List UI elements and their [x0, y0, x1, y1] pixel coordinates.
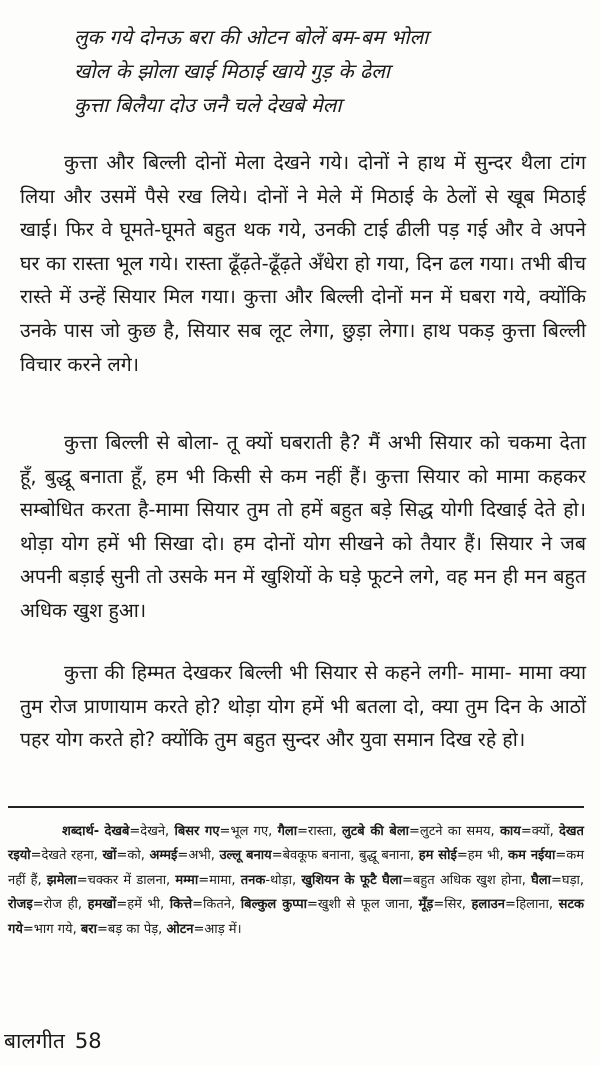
glossary-meaning: =देखने,: [129, 824, 170, 839]
poem-stanza: [74, 20, 574, 122]
glossary-term: हमखों: [87, 897, 117, 913]
glossary-meaning: -थोड़ा,: [265, 872, 297, 888]
glossary-term: काय: [499, 824, 521, 839]
section-divider: [8, 806, 584, 808]
glossary-meaning: =सिर,: [433, 897, 466, 913]
glossary-meaning: =अभी,: [177, 848, 215, 864]
glossary-term: लुटबे की बेला: [341, 824, 410, 839]
glossary-term: मूँड़: [418, 897, 434, 913]
glossary-meaning: =भाग गये,: [22, 921, 77, 937]
glossary: [8, 820, 584, 942]
glossary-term: कम नईया: [508, 848, 556, 864]
glossary-meaning: =हिलाना,: [504, 897, 554, 913]
poem-line-1: लुक गये दोनऊ बरा की ओटन बोलें बम-बम भोला: [74, 25, 429, 49]
glossary-term: हम सोई: [418, 848, 457, 864]
paragraph-text: कुत्ता और बिल्ली दोनों मेला देखने गये। दोनों ने हाथ में सुन्दर थैला टांग लिया और उसमें पैसे रख लिये। दोनों ने मेले में मिठाई के ठेलों से खूब मिठाई खाई। फिर वे घूमते-घूमते बहुत थक गये, उनकी टाई ढीली पड़ गई और वे अपने घर का रास्ता भूल गये। रास्ता ढूँढ़ते-ढूँढ़ते अँधेरा हो गया, दिन ढल गया। तभी बीच रास्ते में उन्हें सियार मिल गया। कुत्ता और बिल्ली दोनों मन में घबरा गये, क्योंकि उनके पास जो कुछ है, सियार सब लूट लेगा, छुड़ा लेगा। हाथ पकड़ कुत्ता बिल्ली विचार करने लगे।: [20, 151, 586, 376]
glossary-meaning: =खुशी से फूल जाना,: [307, 897, 414, 913]
glossary-term: देखत रइयो: [8, 824, 584, 864]
glossary-term: झमेला: [46, 872, 77, 888]
glossary-term: गैला: [277, 824, 298, 839]
glossary-term: उल्लू बनाय: [219, 848, 272, 864]
glossary-meaning: =बहुत अधिक खुश होना,: [402, 872, 526, 888]
book-title: बालगीत: [4, 1029, 65, 1053]
glossary-term: कित्ते: [169, 897, 193, 913]
glossary-term: सटक गये: [8, 897, 584, 937]
glossary-meaning: =क्यों,: [520, 824, 554, 839]
poem-line-3: कुत्ता बिलैया दोउ जनै चले देखबे मेला: [74, 93, 342, 117]
poem-line-2: खोल के झोला खाई मिठाई खाये गुड़ के ढेला: [74, 59, 390, 83]
glossary-term: अम्मई: [149, 848, 178, 864]
glossary-meaning: =मामा,: [198, 872, 236, 888]
paragraph-text: कुत्ता बिल्ली से बोला- तू क्यों घबराती है? मैं अभी सियार को चकमा देता हूँ, बुद्धू बनाता हूँ, हम भी किसी से कम नहीं हैं। कुत्ता सियार को मामा कहकर सम्बोधित करता है-मामा सियार तुम तो हमें बहुत बड़े सिद्ध योगी दिखाई देते हो। थोड़ा योग हमें भी सिखा दो। हम दोनों योग सीखने को तैयार हैं। सियार ने जब अपनी बड़ाई सुनी तो उसके मन में खुशियों के घड़े फूटने लगे, वह मन ही मन बहुत अधिक खुश हुआ।: [20, 431, 586, 622]
glossary-term: देखबे: [104, 824, 130, 839]
glossary-term: तनक: [240, 872, 266, 888]
glossary-meaning: =बड़ का पेड़,: [96, 921, 163, 937]
glossary-meaning: =कितने,: [192, 897, 236, 913]
story-paragraph-2: [20, 426, 586, 628]
glossary-meaning: =हम भी,: [456, 848, 504, 864]
glossary-meaning: =रोज ही,: [32, 897, 82, 913]
story-paragraph-3: [20, 656, 586, 757]
glossary-meaning: =बेवकूफ बनाना, बुद्धू बनाना,: [271, 848, 415, 864]
glossary-meaning: =घड़ा,: [551, 872, 585, 888]
glossary-meaning: =चक्कर में डालना,: [76, 872, 171, 888]
glossary-term: बिल्कुल कुप्पा: [240, 897, 308, 913]
glossary-term: बरा: [80, 921, 97, 937]
glossary-term: रोजइ: [8, 897, 33, 913]
glossary-term: ओटन: [166, 921, 194, 937]
glossary-term: खों: [102, 848, 117, 864]
glossary-term: खुशियन के फूटै घैला: [301, 872, 403, 888]
glossary-meaning: =देखते रहना,: [30, 848, 98, 864]
page-number: 58: [74, 1029, 102, 1053]
glossary-meaning: =आड़ में।: [193, 921, 242, 937]
glossary-meaning: =कम नहीं हैं,: [8, 848, 584, 888]
page-footer: [4, 1026, 102, 1056]
glossary-meaning: =को,: [116, 848, 145, 864]
glossary-heading: शब्दार्थ-: [62, 824, 100, 839]
glossary-meaning: =रास्ता,: [297, 824, 337, 839]
glossary-meaning: =हमें भी,: [116, 897, 165, 913]
glossary-term: मम्मा: [175, 872, 199, 888]
story-paragraph-1: [20, 146, 586, 381]
glossary-meaning: =भूल गए,: [219, 824, 273, 839]
glossary-term: घैला: [531, 872, 551, 888]
glossary-term: बिसर गए: [174, 824, 220, 839]
glossary-meaning: =लुटने का समय,: [409, 824, 495, 839]
paragraph-text: कुत्ता की हिम्मत देखकर बिल्ली भी सियार से कहने लगी- मामा- मामा क्या तुम रोज प्राणायाम करते हो? थोड़ा योग हमें भी बतला दो, क्या तुम दिन के आठों पहर योग करते हो? क्योंकि तुम बहुत सुन्दर और युवा समान दिख रहे हो।: [20, 661, 586, 752]
glossary-term: हलाउन: [471, 897, 505, 913]
